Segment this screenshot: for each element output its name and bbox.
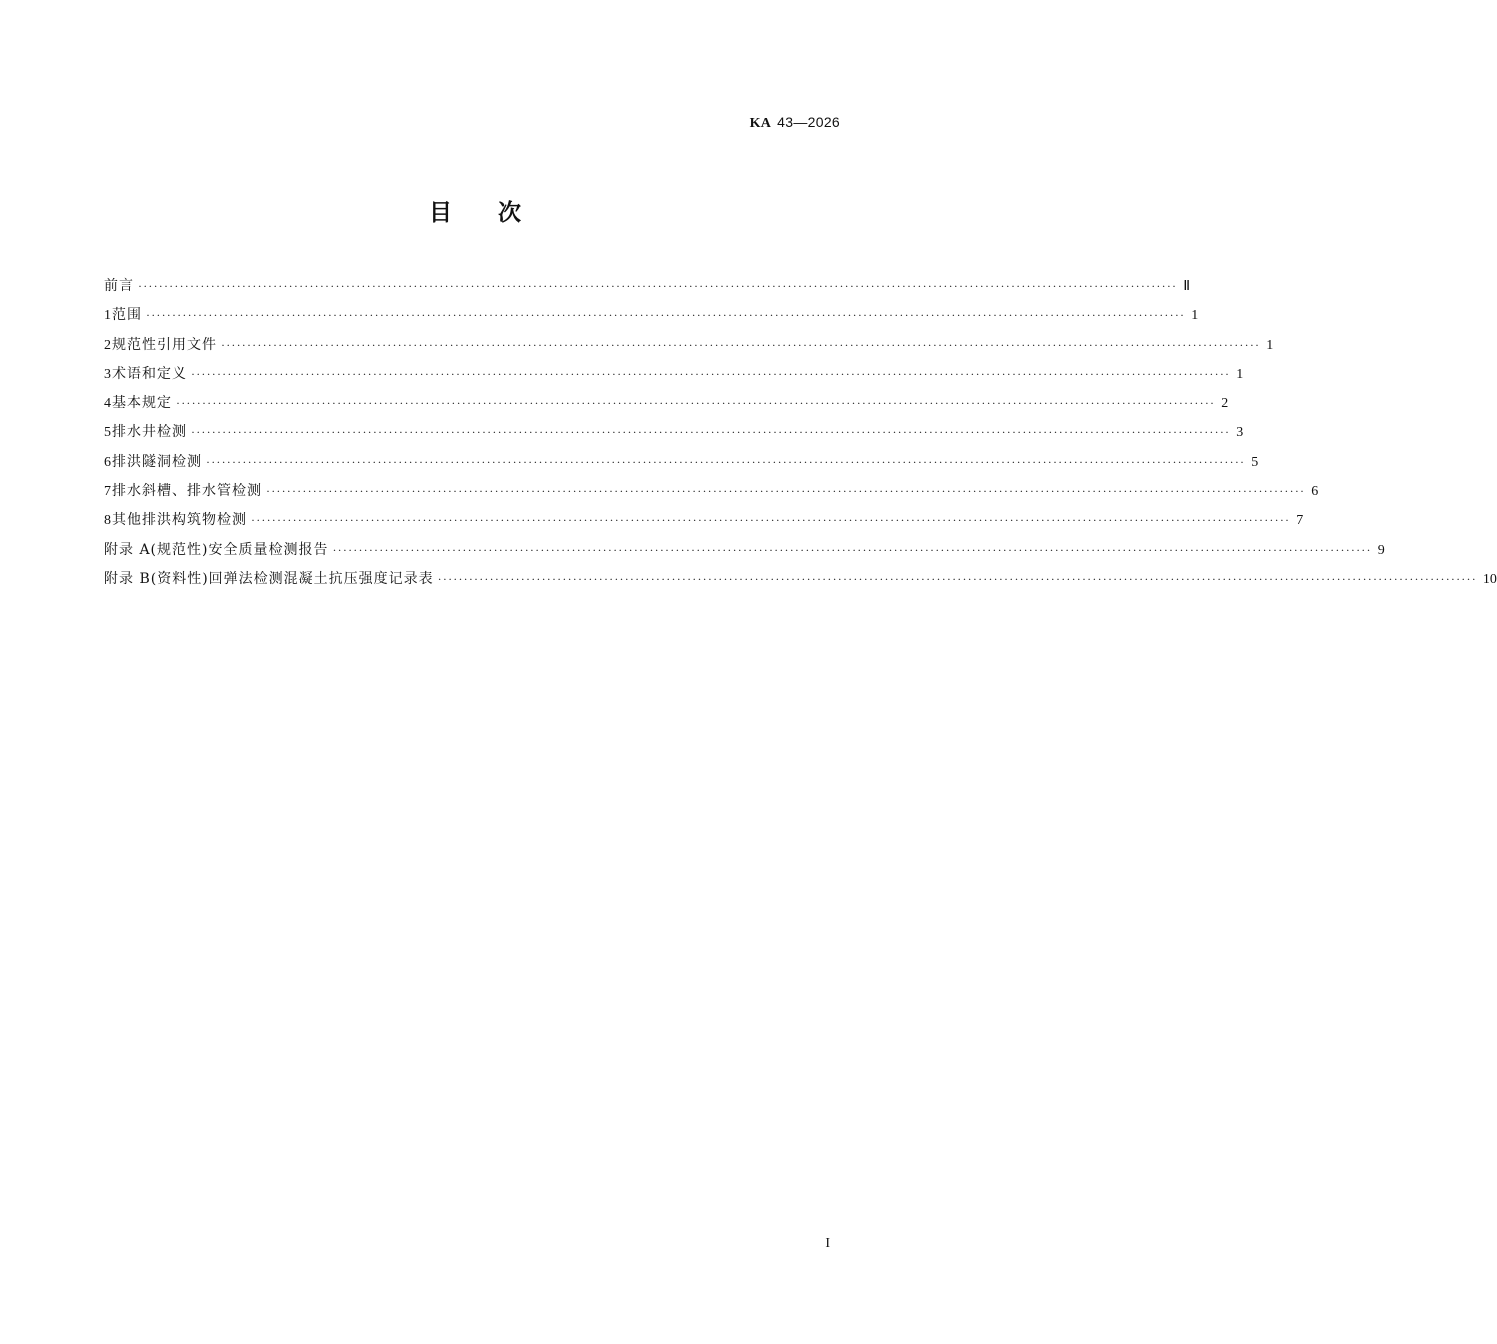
toc-dot-leader: ········································································································································································································ [191, 425, 1231, 440]
toc-entry-label: 基本规定 [112, 395, 172, 412]
toc-entry-label: 附录 A(规范性) [104, 541, 209, 558]
toc-entry-label: 排水斜槽、排水管检测 [112, 483, 262, 500]
toc-dot-leader: ········································································································································································································ [251, 513, 1291, 528]
toc-entry-subtitle: 安全质量检测报告 [208, 541, 329, 558]
toc-entry-label: 排洪隧洞检测 [112, 453, 202, 470]
toc-entry[interactable] [104, 506, 1304, 535]
toc-entry-label: 术语和定义 [112, 365, 187, 382]
toc-dot-leader: ········································································································································································································ [206, 454, 1246, 469]
toc-entry-page: 2 [1221, 396, 1229, 412]
toc-entry[interactable] [104, 360, 1244, 389]
toc-entry[interactable] [104, 272, 1191, 301]
toc-entry[interactable] [104, 477, 1319, 506]
toc-entry-page: 1 [1236, 366, 1244, 382]
toc-entry[interactable] [104, 418, 1244, 447]
toc-entry-page: Ⅱ [1183, 279, 1191, 294]
toc-entry-number: 5 [104, 425, 112, 441]
toc-entry[interactable] [104, 565, 1497, 594]
toc-entry-page: 3 [1236, 425, 1244, 441]
toc-entry-label: 前言 [104, 278, 134, 294]
toc-entry-page: 10 [1482, 571, 1497, 587]
toc-entry-number: 1 [104, 308, 112, 324]
toc-entry-page: 1 [1191, 308, 1199, 324]
toc-list [104, 272, 1497, 594]
toc-dot-leader: ········································································································································································································ [266, 484, 1306, 499]
toc-entry-page: 6 [1311, 484, 1319, 500]
toc-entry[interactable] [104, 331, 1274, 360]
toc-entry-page: 1 [1266, 337, 1274, 353]
toc-entry-number: 7 [104, 484, 112, 500]
toc-dot-leader: ········································································································································································································ [191, 366, 1231, 381]
toc-entry-page: 5 [1251, 454, 1259, 470]
toc-entry-page: 9 [1377, 542, 1385, 558]
toc-dot-leader: ········································································································································································································ [221, 337, 1261, 352]
standard-code [750, 114, 840, 132]
toc-entry-label: 其他排洪构筑物检测 [112, 512, 247, 529]
toc-entry-label: 排水井检测 [112, 424, 187, 441]
toc-title: 目次 [429, 200, 567, 226]
toc-entry-subtitle: 回弹法检测混凝土抗压强度记录表 [208, 570, 434, 587]
toc-entry[interactable] [104, 536, 1385, 565]
toc-entry[interactable] [104, 389, 1229, 418]
toc-entry[interactable] [104, 448, 1259, 477]
toc-dot-leader: ········································································································································································································ [146, 308, 1186, 323]
toc-entry-number: 4 [104, 396, 112, 412]
toc-dot-leader: ········································································································································································································ [138, 279, 1178, 293]
toc-entry-label: 范围 [112, 307, 142, 324]
standard-prefix: KA [749, 116, 772, 131]
toc-entry-number: 8 [104, 513, 112, 529]
toc-dot-leader: ········································································································································································································ [437, 571, 1477, 586]
toc-entry-number: 2 [104, 337, 112, 353]
standard-number: 43—2026 [777, 114, 840, 130]
toc-dot-leader: ········································································································································································································ [176, 396, 1216, 411]
toc-entry-number: 6 [104, 454, 112, 470]
page-number: I [825, 1236, 830, 1251]
toc-entry[interactable] [104, 301, 1199, 330]
toc-entry-label: 附录 B(资料性) [104, 570, 209, 587]
toc-entry-page: 7 [1296, 513, 1304, 529]
toc-dot-leader: ········································································································································································································ [332, 542, 1372, 557]
toc-entry-label: 规范性引用文件 [112, 336, 217, 353]
toc-entry-number: 3 [104, 366, 112, 382]
